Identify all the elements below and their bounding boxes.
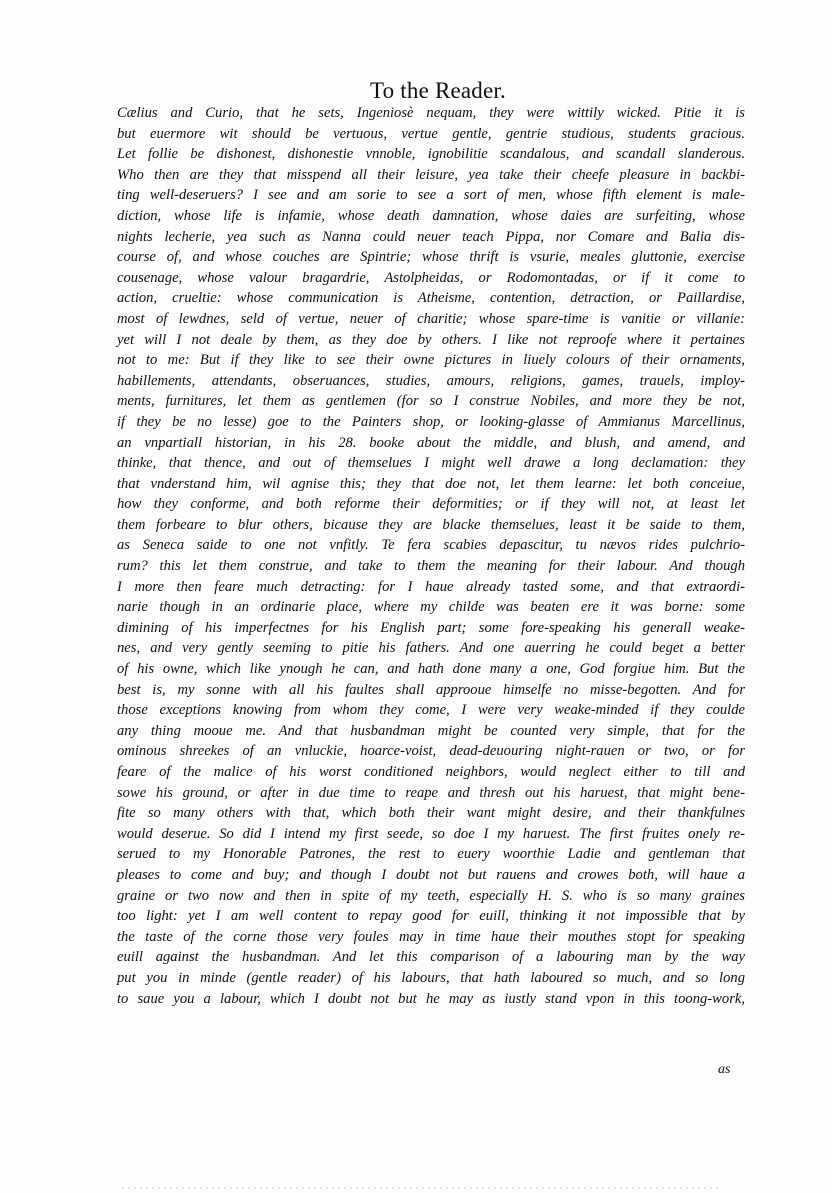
- text-line: euill against the husbandman. And let this comparison of a labouring man by the way: [117, 949, 745, 966]
- text-line: if they be no lesse) goe to the Painters shop, or looking-glasse of Ammianus Marcellinus,: [117, 413, 745, 430]
- text-line: too light: yet I am well content to repay good for euill, thinking it not impossible that by: [117, 908, 745, 925]
- text-line: best is, my sonne with all his faultes shall approoue himselfe no misse-begotten. And for: [117, 681, 745, 698]
- text-line: nights lecherie, yea such as Nanna could neuer teach Pippa, nor Comare and Balia dis-: [117, 228, 745, 245]
- text-line: I more then feare much detracting: for I haue already tasted some, and that extraordi-: [117, 578, 745, 595]
- text-line: cousenage, whose valour bragardrie, Astolpheidas, or Rodomontadas, or if it come to: [117, 269, 745, 286]
- text-line: course of, and whose couches are Spintrie; whose thrift is vsurie, meales gluttonie, exercise: [117, 249, 745, 266]
- text-line: graine or two now and then in spite of my teeth, especially H. S. who is so many graines: [117, 887, 745, 904]
- text-line: action, crueltie: whose communication is Atheisme, contention, detraction, or Paillardise,: [117, 290, 745, 307]
- text-line: any thing mooue me. And that husbandman might be counted very simple, that for the: [117, 722, 745, 739]
- text-line: most of lewdnes, seld of vertue, neuer of charitie; whose spare-time is vanitie or villanie:: [117, 310, 745, 327]
- text-line: that vnderstand him, wil agnise this; they that doe not, let them learne: let both conceiue,: [117, 475, 745, 492]
- text-line: them forbeare to blur others, bicause they are blacke themselues, least it be saide to them,: [117, 516, 745, 533]
- text-line: but euermore wit should be vertuous, vertue gentle, gentrie studious, students gracious.: [117, 125, 745, 142]
- text-line: ominous shreekes of an vnluckie, hoarce-voist, dead-deuouring night-rauen or two, or for: [117, 743, 745, 760]
- text-line: those exceptions knowing from whom they come, I were very weake-minded if they coulde: [117, 702, 745, 719]
- text-line: Cælius and Curio, that he sets, Ingeniosè nequam, they were wittily wicked. Pitie it is: [117, 105, 745, 121]
- text-line: yet will I not deale by them, as they doe by others. I like not reproofe where it pertaines: [117, 331, 745, 348]
- text-line: rum? this let them construe, and take to them the meaning for their labour. And though: [117, 558, 745, 575]
- text-line: nes, and very gently seeming to pitie his fathers. And one auerring he could beget a better: [117, 640, 745, 657]
- text-line: to saue you a labour, which I doubt not but he may as iustly stand vpon in this toong-work,: [117, 990, 745, 1007]
- text-line: how they conforme, and both reforme their deformities; or if they will not, at least let: [117, 496, 745, 513]
- text-line: put you in minde (gentle reader) of his labours, that hath laboured so much, and so long: [117, 969, 745, 986]
- scan-edge-dots: [120, 1187, 720, 1189]
- catchword: as: [718, 1062, 731, 1077]
- text-line: Let follie be dishonest, dishonestie vnnoble, ignobilitie scandalous, and scandall slanderous.: [117, 146, 745, 163]
- text-line: sowe his ground, or after in due time to reape and thresh out his haruest, that might bene-: [117, 784, 745, 801]
- text-line: ments, furnitures, let them as gentlemen (for so I construe Nobiles, and more they be not,: [117, 393, 745, 410]
- text-line: thinke, that thence, and out of themselues I might well drawe a long declamation: they: [117, 455, 745, 472]
- body-text: [117, 103, 745, 1009]
- text-line: not to me: But if they like to see their owne pictures in liuely colours of their ornaments,: [117, 352, 745, 369]
- text-line: Who then are they that misspend all their leisure, yea take their cheefe pleasure in backbi-: [117, 166, 745, 183]
- text-line: narie though in an ordinarie place, where my childe was beaten ere it was borne: some: [117, 599, 745, 616]
- text-line: diction, whose life is infamie, whose death damnation, whose daies are surfeiting, whose: [117, 207, 745, 224]
- text-line: an vnpartiall historian, in his 28. booke about the middle, and blush, and amend, and: [117, 434, 745, 451]
- text-line: dimining of his imperfectnes for his English part; some fore-speaking his generall weake-: [117, 619, 745, 636]
- running-head: To the Reader.: [370, 78, 506, 103]
- text-line: would deserue. So did I intend my first seede, so doe I my haruest. The first fruites onely re-: [117, 825, 745, 842]
- text-line: pleases to come and buy; and though I doubt not but rauens and crowes both, will haue a: [117, 866, 745, 883]
- text-line: the taste of the corne those very foules may in time haue their mouthes stopt for speaking: [117, 928, 745, 945]
- text-line: serued to my Honorable Patrones, the rest to euery woorthie Ladie and gentleman that: [117, 846, 745, 863]
- text-line: feare of the malice of his worst conditioned neighbors, would neglect either to till and: [117, 764, 745, 780]
- text-line: habillements, attendants, obseruances, studies, amours, religions, games, trauels, imploy-: [117, 372, 745, 389]
- text-line: ting well-deseruers? I see and am sorie to see a sort of men, whose fifth element is male-: [117, 187, 745, 204]
- text-line: fite so many others with that, which both their want might desire, and their thankfulnes: [117, 805, 745, 822]
- text-line: of his owne, which like ynough he can, and hath done many a one, God forgiue him. But the: [117, 661, 745, 678]
- text-line: as Seneca saide to one not vnfitly. Te fera scabies depascitur, tu nævos rides pulchrio-: [117, 537, 745, 554]
